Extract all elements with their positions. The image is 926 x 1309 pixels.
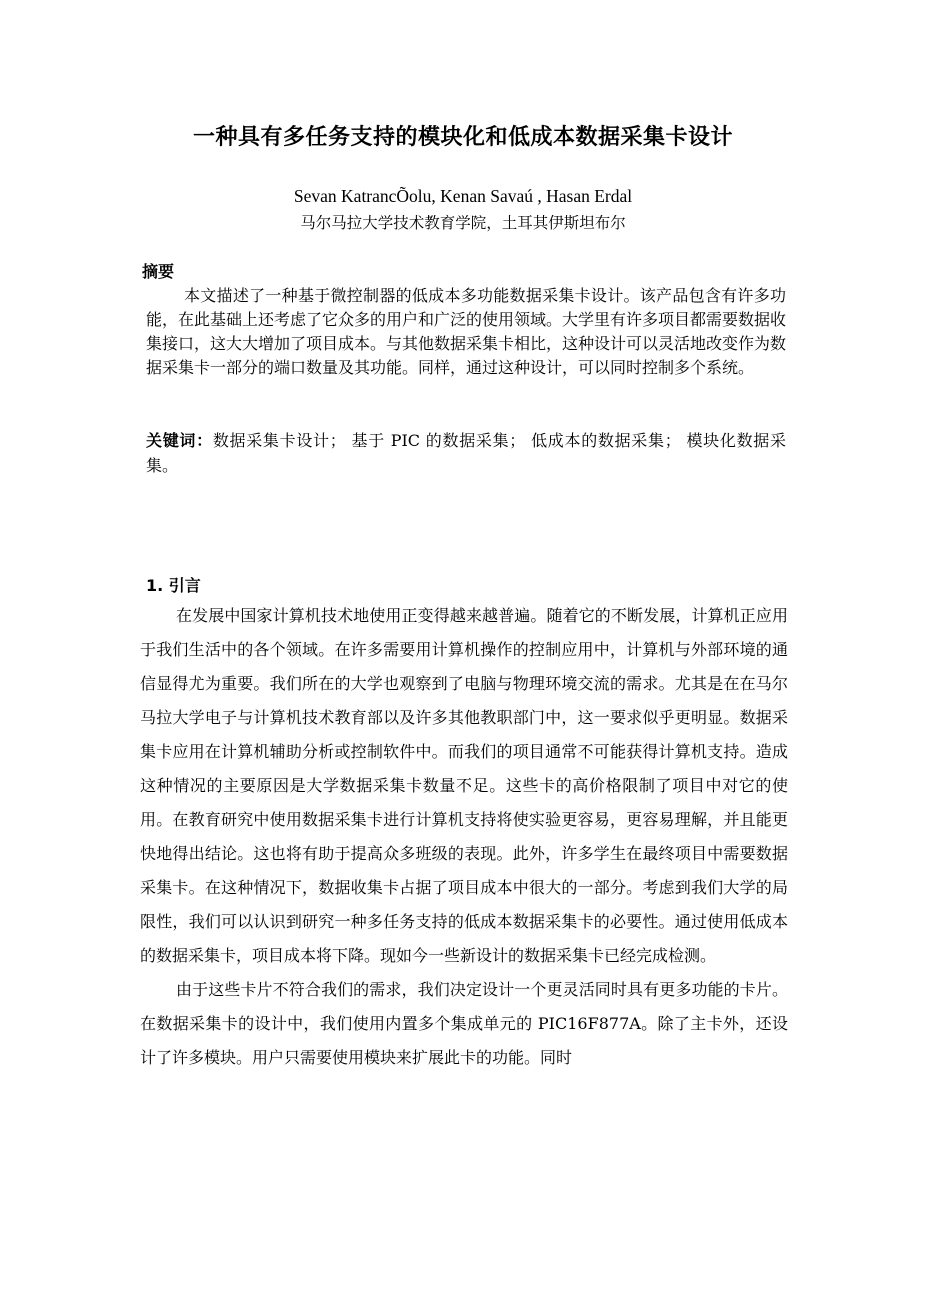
keywords-label: 关键词： <box>146 431 213 450</box>
author-list: Sevan KatrancÕolu, Kenan Savaú , Hasan Erdal <box>293 186 633 206</box>
keywords <box>146 428 786 478</box>
abstract-text: 本文描述了一种基于微控制器的低成本多功能数据采集卡设计。该产品包含有许多功能，在此基础上还考虑了它众多的用户和广泛的使用领域。大学里有许多项目都需要数据收集接口，这大大增加了项目成本。与其他数据采集卡相比，这种设计可以灵活地改变作为数据采集卡一部分的端口数量及其功能。同样，通过这种设计，可以同时控制多个系统。 <box>146 286 787 377</box>
abstract-heading: 摘要 <box>142 262 175 281</box>
section-body-introduction <box>140 599 788 1075</box>
paragraph: 在发展中国家计算机技术地使用正变得越来越普遍。随着它的不断发展，计算机正应用于我们生活中的各个领域。在许多需要用计算机操作的控制应用中，计算机与外部环境的通信显得尤为重要。我们所在的大学也观察到了电脑与物理环境交流的需求。尤其是在在马尔马拉大学电子与计算机技术教育部以及许多其他教职部门中，这一要求似乎更明显。数据采集卡应用在计算机辅助分析或控制软件中。而我们的项目通常不可能获得计算机支持。造成这种情况的主要原因是大学数据采集卡数量不足。这些卡的高价格限制了项目中对它的使用。在教育研究中使用数据采集卡进行计算机支持将使实验更容易，更容易理解，并且能更快地得出结论。这也将有助于提高众多班级的表现。此外，许多学生在最终项目中需要数据采集卡。在这种情况下，数据收集卡占据了项目成本中很大的一部分。考虑到我们大学的局限性，我们可以认识到研究一种多任务支持的低成本数据采集卡的必要性。通过使用低成本的数据采集卡，项目成本将下降。现如今一些新设计的数据采集卡已经完成检测。 <box>140 606 788 965</box>
paper-title: 一种具有多任务支持的模块化和低成本数据采集卡设计 <box>192 125 733 150</box>
paragraph: 由于这些卡片不符合我们的需求，我们决定设计一个更灵活同时具有更多功能的卡片。在数据采集卡的设计中，我们使用内置多个集成单元的 PIC16F877A。除了主卡外，还设计了许多模块。用户只需要使用模块来扩展此卡的功能。同时 <box>140 980 788 1067</box>
keywords-text: 数据采集卡设计； 基于 PIC 的数据采集； 低成本的数据采集； 模块化数据采集。 <box>146 431 786 475</box>
section-heading-introduction: 1. 引言 <box>146 576 201 595</box>
affiliation: 马尔马拉大学技术教育学院，土耳其伊斯坦布尔 <box>300 214 626 232</box>
